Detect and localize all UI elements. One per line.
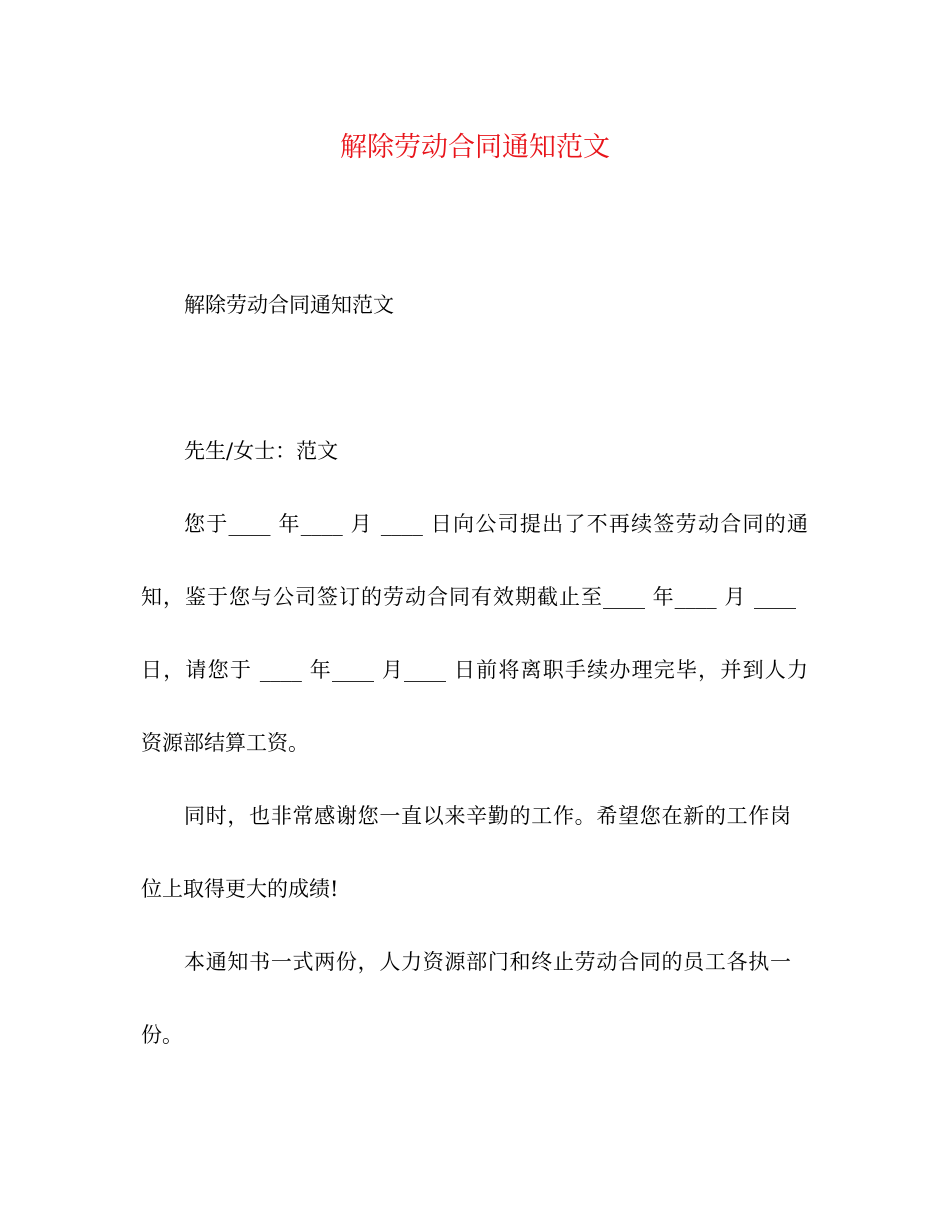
paragraph-3-line-1: 本通知书一式两份，人力资源部门和终止劳动合同的员工各执一	[184, 950, 791, 974]
salutation: 先生/女士：范文	[184, 439, 339, 463]
paragraph-2-line-1: 同时，也非常感谢您一直以来辛勤的工作。希望您在新的工作岗	[184, 804, 791, 828]
paragraph-1-line-3: 日，请您于 ____ 年____ 月____ 日前将离职手续办理完毕，并到人力	[141, 658, 808, 682]
paragraph-3-line-2: 份。	[141, 1023, 183, 1047]
paragraph-1-line-2: 知，鉴于您与公司签订的劳动合同有效期截止至____ 年____ 月 ____	[141, 585, 796, 609]
paragraph-2-line-2: 位上取得更大的成绩!	[141, 877, 339, 901]
paragraph-1-line-1: 您于____ 年____ 月 ____ 日向公司提出了不再续签劳动合同的通	[184, 512, 808, 536]
document-title: 解除劳动合同通知范文	[340, 132, 610, 163]
paragraph-1-line-4: 资源部结算工资。	[141, 731, 309, 755]
document-subtitle: 解除劳动合同通知范文	[184, 293, 394, 317]
